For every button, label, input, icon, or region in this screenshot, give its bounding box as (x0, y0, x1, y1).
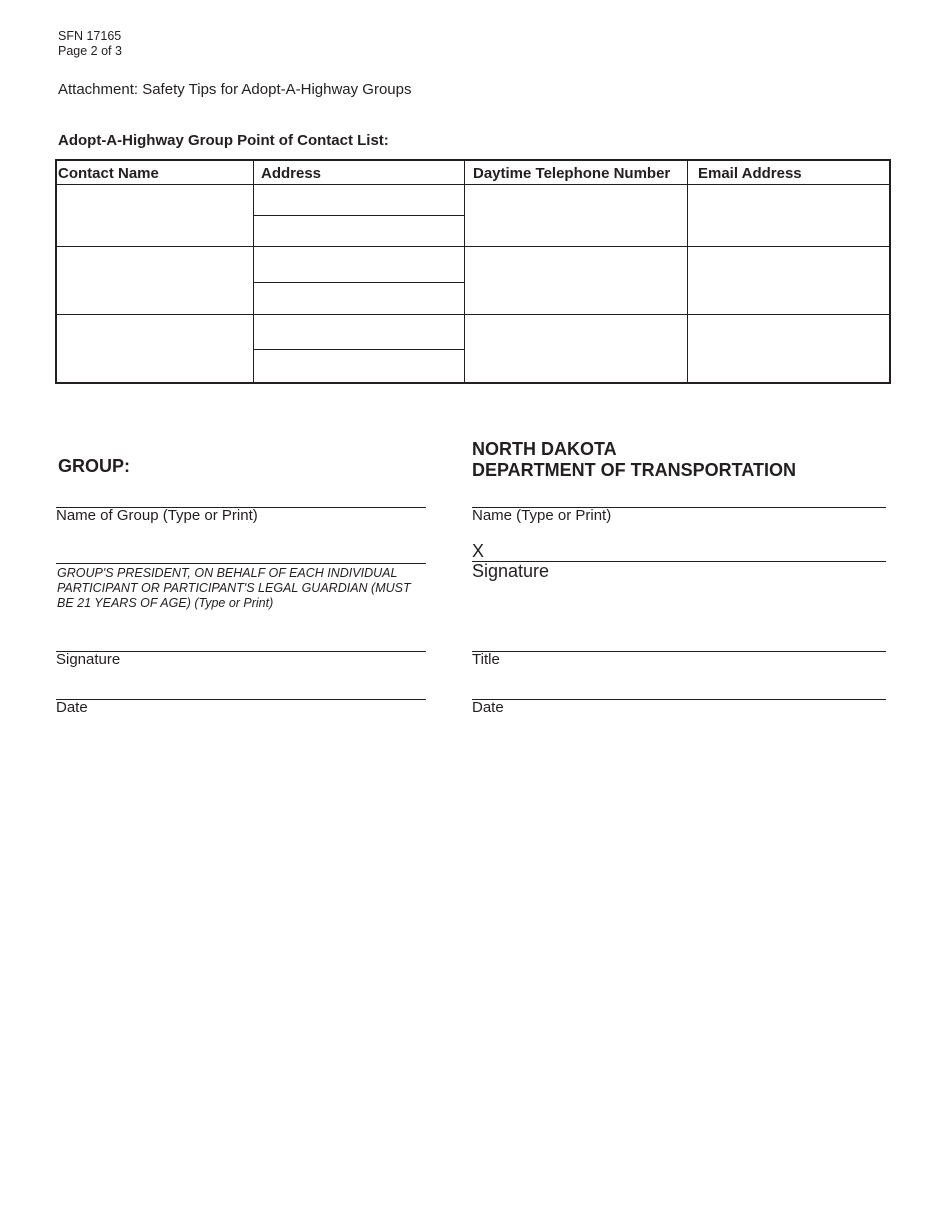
address-line2-field[interactable] (255, 217, 463, 245)
contact-name-field[interactable] (57, 186, 252, 245)
column-header-telephone: Daytime Telephone Number (473, 165, 671, 182)
address-line1-field[interactable] (255, 186, 463, 214)
contact-name-field[interactable] (57, 316, 252, 382)
signature-line (56, 563, 426, 564)
column-divider (464, 160, 465, 383)
phone-field[interactable] (466, 186, 686, 245)
phone-field[interactable] (466, 316, 686, 382)
group-president-caption: GROUP'S PRESIDENT, ON BEHALF OF EACH INDIVIDUAL PARTICIPANT OR PARTICIPANT'S LEGAL GUARDIAN (MUST BE 21 YEARS OF AGE) (Type or Print) (57, 566, 411, 610)
ndot-heading-line1: NORTH DAKOTA (472, 439, 617, 459)
ndot-name-caption: Name (Type or Print) (472, 507, 612, 524)
address-subline (254, 215, 464, 216)
contact-list-title: Adopt-A-Highway Group Point of Contact List: (58, 132, 389, 149)
group-signature-field[interactable] (56, 627, 426, 651)
group-date-field[interactable] (56, 675, 426, 699)
column-divider (687, 160, 688, 383)
ndot-title-caption: Title (472, 651, 500, 668)
page-indicator: Page 2 of 3 (58, 44, 122, 58)
ndot-signature-field[interactable] (490, 537, 886, 561)
column-header-contact-name: Contact Name (58, 165, 159, 182)
signature-line (472, 651, 886, 652)
ndot-heading (472, 439, 796, 481)
row-divider (56, 246, 890, 247)
group-president-field[interactable] (56, 539, 426, 563)
group-date-caption: Date (56, 699, 88, 716)
ndot-signature-caption: Signature (472, 561, 550, 581)
email-field[interactable] (689, 316, 889, 382)
column-header-email: Email Address (698, 165, 802, 182)
group-signature-caption: Signature (56, 651, 121, 668)
address-line1-field[interactable] (255, 316, 463, 348)
group-name-field[interactable] (56, 483, 426, 507)
email-field[interactable] (689, 248, 889, 313)
signature-x-mark: X (472, 541, 485, 561)
ndot-title-field[interactable] (472, 627, 886, 651)
column-header-address: Address (261, 165, 322, 182)
email-field[interactable] (689, 186, 889, 245)
ndot-heading-line2: DEPARTMENT OF TRANSPORTATION (472, 460, 796, 480)
address-line2-field[interactable] (255, 284, 463, 313)
group-name-caption: Name of Group (Type or Print) (56, 507, 258, 524)
phone-field[interactable] (466, 248, 686, 313)
ndot-date-field[interactable] (472, 675, 886, 699)
form-number: SFN 17165 (58, 29, 122, 43)
address-subline (254, 349, 464, 350)
signature-line (472, 699, 886, 700)
address-line1-field[interactable] (255, 248, 463, 281)
header-row-divider (56, 184, 890, 185)
row-divider (56, 314, 890, 315)
attachment-note: Attachment: Safety Tips for Adopt-A-Highway Groups (58, 81, 412, 98)
address-subline (254, 282, 464, 283)
group-heading: GROUP: (58, 456, 130, 476)
address-line2-field[interactable] (255, 351, 463, 382)
ndot-name-field[interactable] (472, 483, 886, 507)
signature-line (56, 699, 426, 700)
ndot-date-caption: Date (472, 699, 504, 716)
contact-name-field[interactable] (57, 248, 252, 313)
